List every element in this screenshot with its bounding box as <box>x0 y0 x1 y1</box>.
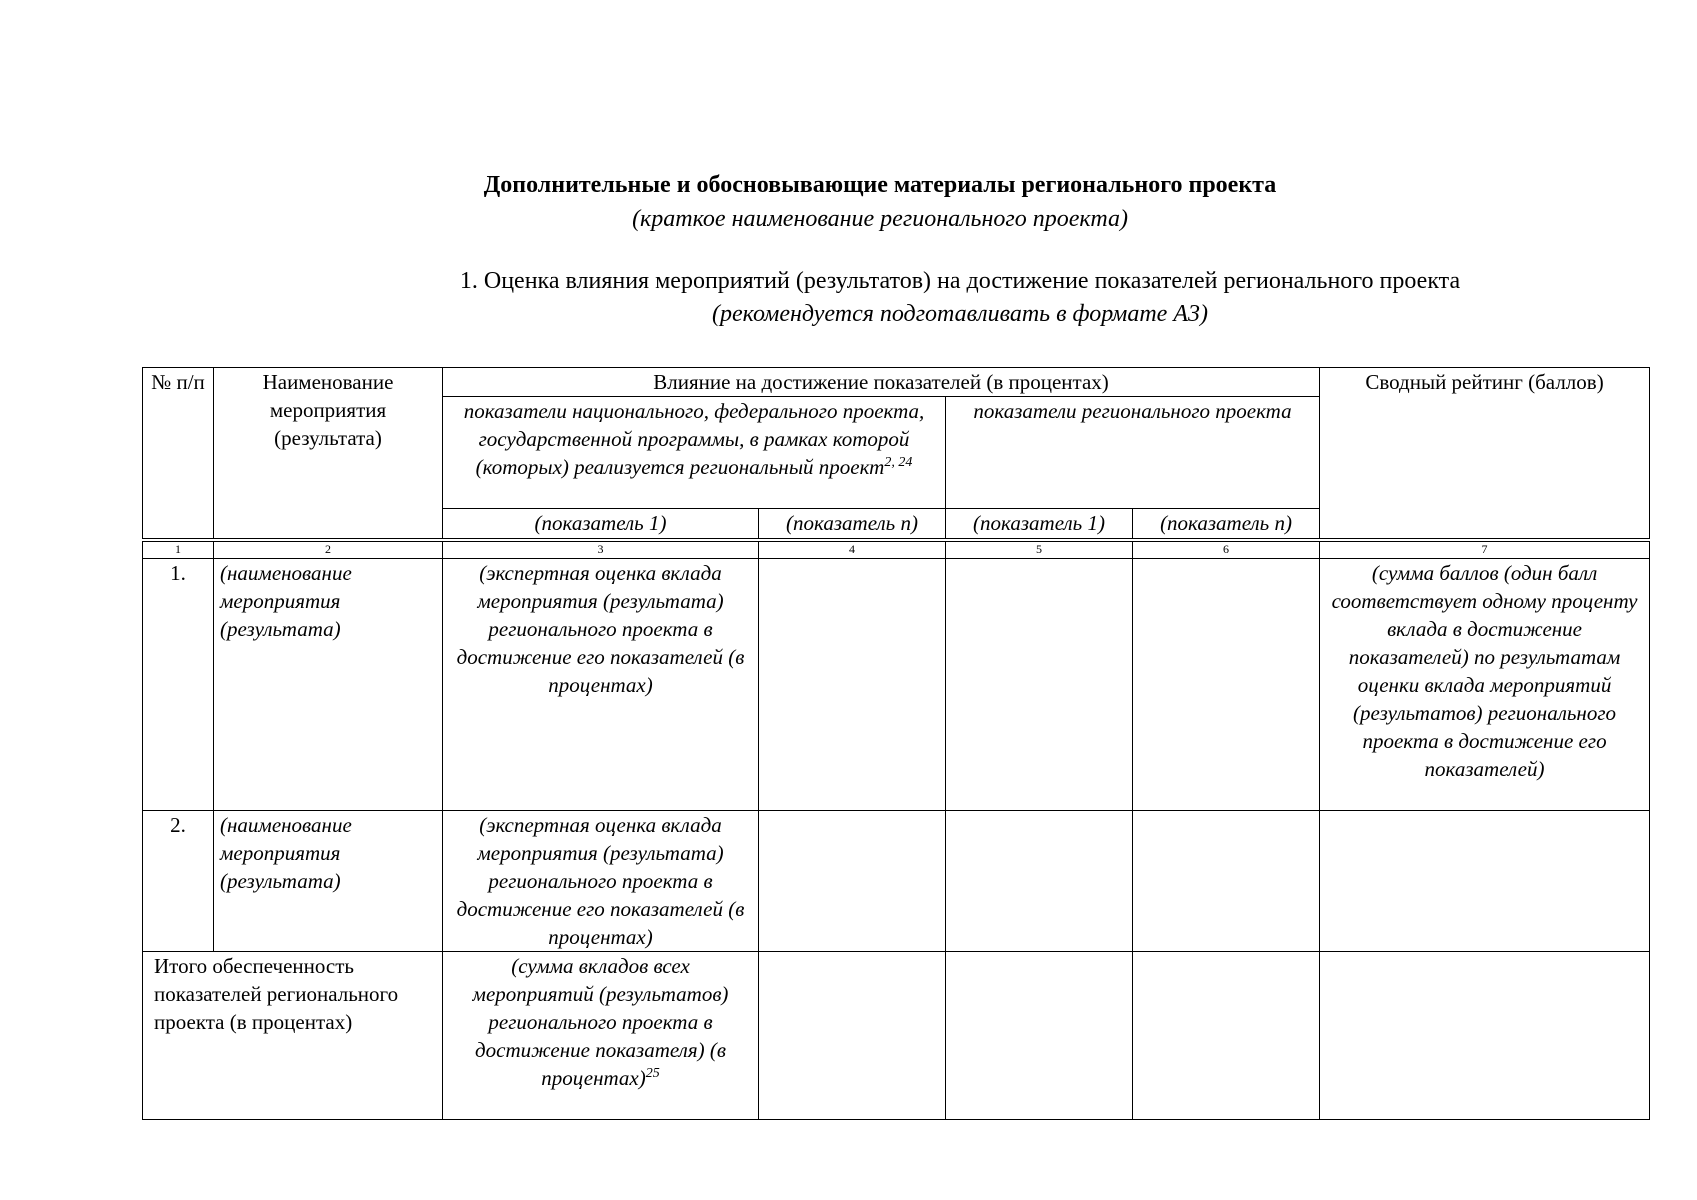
section-heading: 1. Оценка влияния мероприятий (результатов) на достижение показателей регионального проекта <box>459 268 1461 294</box>
header-national-indicators <box>443 397 946 509</box>
header-indicator: (показатель n) <box>1133 509 1320 539</box>
table-row <box>143 559 1650 811</box>
column-number: 7 <box>1320 542 1650 559</box>
header-indicator: (показатель n) <box>759 509 946 539</box>
header-regional-indicators: показатели регионального проекта <box>946 397 1320 509</box>
row-rating <box>1320 811 1650 952</box>
row-cell <box>759 811 946 952</box>
column-number: 4 <box>759 542 946 559</box>
row-cell <box>946 952 1133 1120</box>
row-number: 2. <box>143 811 214 952</box>
total-value <box>443 952 759 1120</box>
column-number: 2 <box>214 542 443 559</box>
header-influence: Влияние на достижение показателей (в процентах) <box>443 368 1320 397</box>
footnote-ref: 25 <box>645 1066 660 1081</box>
total-row <box>143 952 1650 1120</box>
header-rating: Сводный рейтинг (баллов) <box>1320 368 1650 539</box>
row-cell <box>1133 811 1320 952</box>
row-cell <box>759 559 946 811</box>
row-assessment: (экспертная оценка вклада мероприятия (результата) регионального проекта в достижение его показателей (в процентах) <box>443 559 759 811</box>
header-row <box>143 368 1650 397</box>
total-label: Итого обеспеченность показателей регионального проекта (в процентах) <box>143 952 443 1120</box>
row-number: 1. <box>143 559 214 811</box>
header-num: № п/п <box>143 368 214 539</box>
row-cell <box>1133 559 1320 811</box>
column-number: 5 <box>946 542 1133 559</box>
footnote-ref: 2, 24 <box>884 455 913 470</box>
row-name: (наименование мероприятия (результата) <box>214 811 443 952</box>
row-cell <box>946 559 1133 811</box>
row-cell <box>1133 952 1320 1120</box>
section-note: (рекомендуется подготавливать в формате А3) <box>712 301 1208 327</box>
row-assessment: (экспертная оценка вклада мероприятия (результата) регионального проекта в достижение его показателей (в процентах) <box>443 811 759 952</box>
assessment-table <box>142 367 1650 1120</box>
row-rating: (сумма баллов (один балл соответствует одному проценту вклада в достижение показателей) по результатам оценки вклада мероприятий (результатов) регионального проекта в достижение его показателей) <box>1320 559 1650 811</box>
row-cell <box>1320 952 1650 1120</box>
column-number: 3 <box>443 542 759 559</box>
header-indicator: (показатель 1) <box>443 509 759 539</box>
column-number: 1 <box>143 542 214 559</box>
header-name: Наименование мероприятия (результата) <box>214 368 443 539</box>
row-cell <box>759 952 946 1120</box>
header-indicator: (показатель 1) <box>946 509 1133 539</box>
row-cell <box>946 811 1133 952</box>
document-title: Дополнительные и обосновывающие материалы регионального проекта <box>483 172 1277 198</box>
document-subtitle: (краткое наименование регионального проекта) <box>632 206 1128 232</box>
header-national-text: показатели национального, федерального проекта, государственной программы, в рамках которой (которых) реализуется региональный проект <box>463 399 925 479</box>
table-row <box>143 811 1650 952</box>
column-number: 6 <box>1133 542 1320 559</box>
row-name: (наименование мероприятия (результата) <box>214 559 443 811</box>
column-number-row <box>143 542 1650 559</box>
total-value-text: (сумма вкладов всех мероприятий (результатов) регионального проекта в достижение показателя) (в процентах) <box>472 954 729 1090</box>
